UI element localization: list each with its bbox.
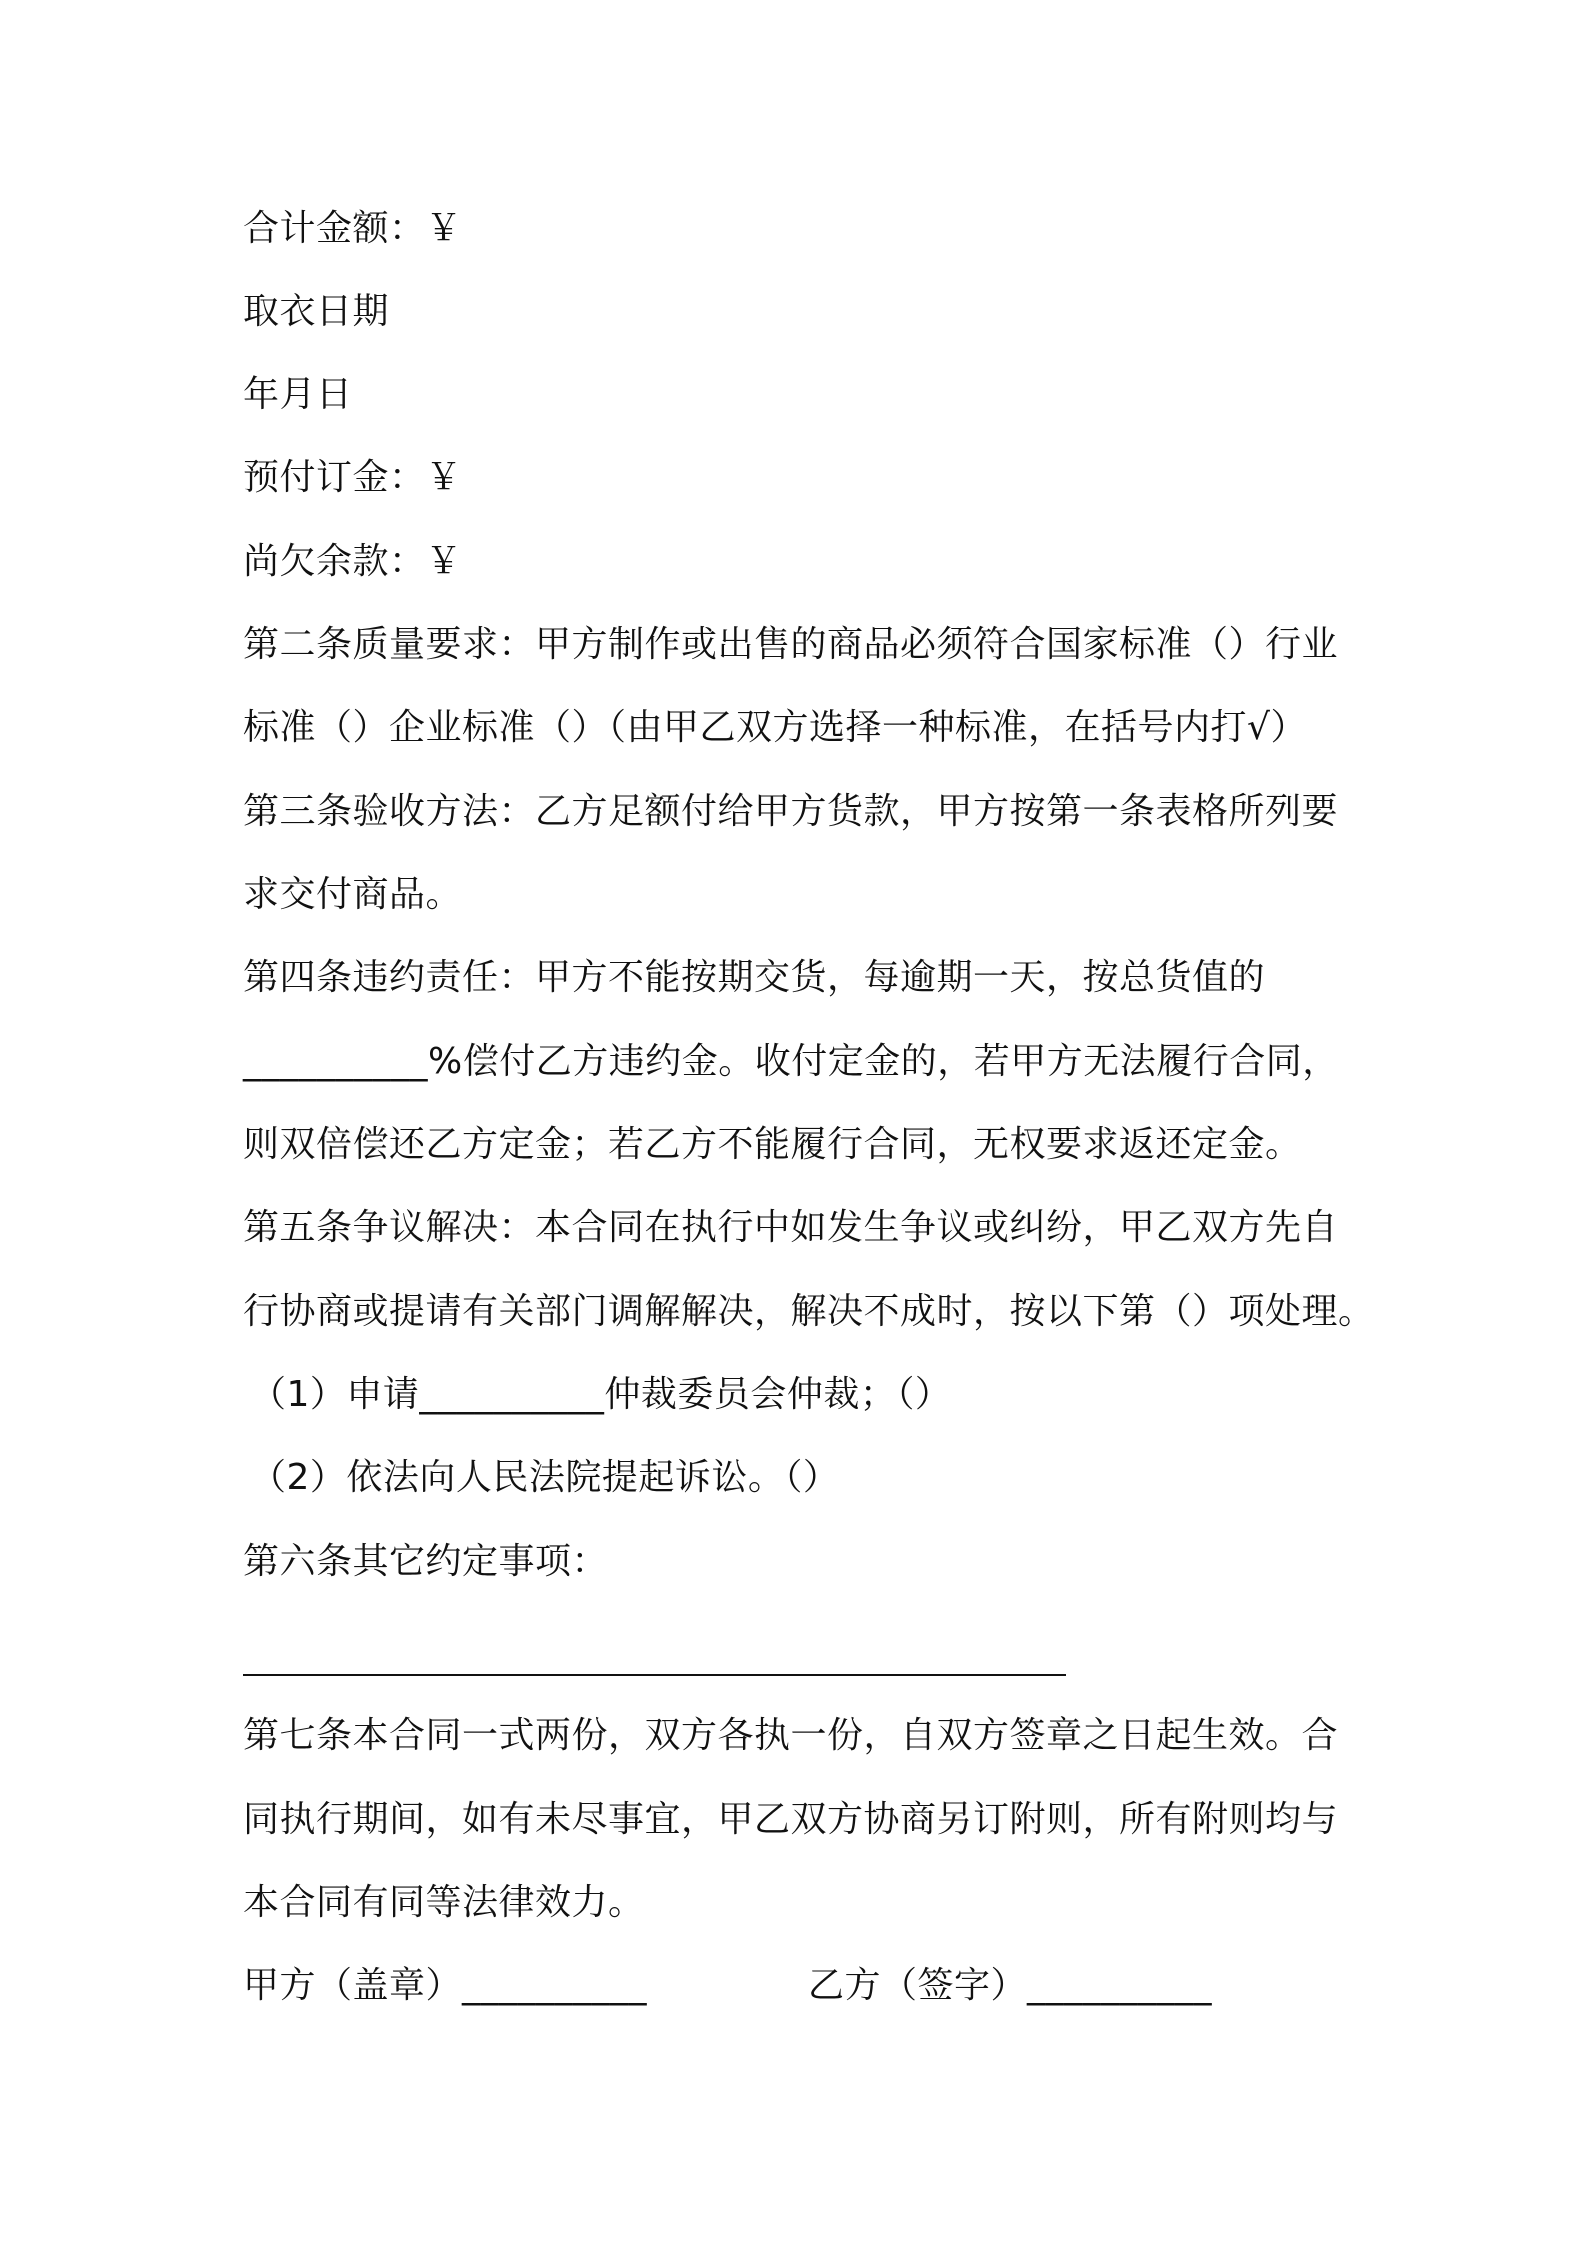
balance-due-line: 尚欠余款：￥ xyxy=(243,541,463,582)
article-7-line-1: 第七条本合同一式两份，双方各执一份，自双方签章之日起生效。合 xyxy=(243,1715,1339,1756)
total-amount-line: 合计金额：￥ xyxy=(243,208,463,249)
article-5-option-2: （2）依法向人民法院提起诉讼。（） xyxy=(250,1457,840,1498)
pickup-date-label: 取衣日期 xyxy=(243,291,390,332)
article-4-line-2: __________%偿付乙方违约金。收付定金的，若甲方无法履行合同， xyxy=(243,1041,1339,1082)
article-4-line-3: 则双倍偿还乙方定金；若乙方不能履行合同，无权要求返还定金。 xyxy=(243,1124,1302,1165)
article-6-line: 第六条其它约定事项： xyxy=(243,1541,609,1582)
article-3-line-2: 求交付商品。 xyxy=(243,874,463,915)
article-2-line-1: 第二条质量要求：甲方制作或出售的商品必须符合国家标准（）行业 xyxy=(243,624,1339,665)
article-4-line-1: 第四条违约责任：甲方不能按期交货，每逾期一天，按总货值的 xyxy=(243,957,1266,998)
article-5-line-1: 第五条争议解决：本合同在执行中如发生争议或纠纷，甲乙双方先自 xyxy=(243,1207,1339,1248)
article-7-line-3: 本合同有同等法律效力。 xyxy=(243,1882,645,1923)
party-a-signature: 甲方（盖章）__________ xyxy=(243,1965,648,2006)
article-2-line-2: 标准（）企业标准（）（由甲乙双方选择一种标准，在括号内打√） xyxy=(243,707,1307,748)
deposit-line: 预付订金：￥ xyxy=(243,457,463,498)
article-7-line-2: 同执行期间，如有未尽事宜，甲乙双方协商另订附则，所有附则均与 xyxy=(243,1799,1339,1840)
article-3-line-1: 第三条验收方法：乙方足额付给甲方货款，甲方按第一条表格所列要 xyxy=(243,791,1339,832)
article-6-blank-rule xyxy=(243,1674,1066,1676)
article-5-line-2: 行协商或提请有关部门调解解决，解决不成时，按以下第（）项处理。 xyxy=(243,1291,1375,1332)
date-line: 年月日 xyxy=(243,374,353,415)
article-5-option-1: （1）申请__________仲裁委员会仲裁；（） xyxy=(250,1374,952,1415)
party-b-signature: 乙方（签字）__________ xyxy=(808,1965,1213,2006)
